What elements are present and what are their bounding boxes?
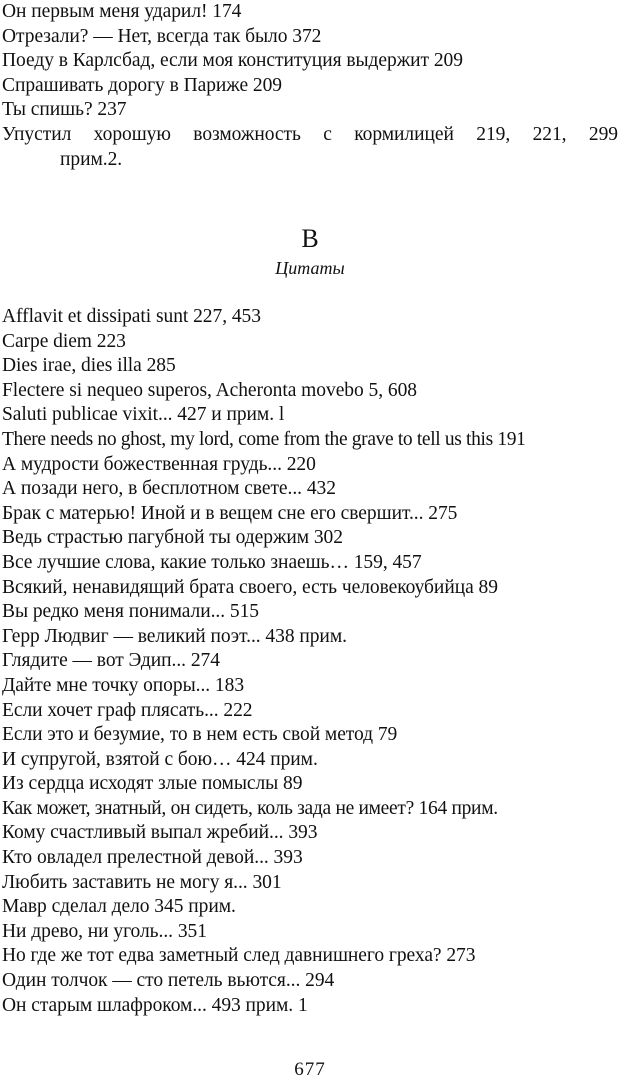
quote-entry: Flectere si nequeo superos, Acheronta movebo 5, 608: [2, 379, 417, 401]
quote-entry: Saluti publicae vixit... 427 и прим. l: [2, 404, 285, 426]
section-heading-letter: B: [301, 224, 319, 253]
quote-entry: Afflavit et dissipati sunt 227, 453: [2, 306, 261, 327]
quote-entry: Как может, знатный, он сидеть, коль зада не имеет? 164 прим.: [2, 797, 498, 819]
quotes-index-block: [2, 305, 618, 1018]
index-entry: Ты спишь? 237: [2, 99, 127, 121]
quote-entry: Все лучшие слова, какие только знаешь… 159, 457: [2, 551, 422, 573]
quote-entry: Ведь страстью пагубной ты одержим 302: [2, 527, 343, 549]
quote-entry: Carpe diem 223: [2, 330, 126, 352]
quote-entry: Мавр сделал дело 345 прим.: [2, 896, 236, 918]
index-entry: Поеду в Карлсбад, если моя конституция выдержит 209: [2, 50, 463, 72]
quote-entry: Если хочет граф плясать... 222: [2, 699, 253, 721]
section-subtitle: Цитаты: [275, 258, 345, 278]
quote-entry: Дайте мне точку опоры... 183: [2, 674, 245, 696]
index-entry: Спрашивать дорогу в Париже 209: [2, 74, 282, 96]
index-top-block: [2, 0, 618, 172]
quote-entry: Но где же тот едва заметный след давнишнего греха? 273: [2, 945, 476, 967]
index-entry-continuation: прим.2.: [60, 148, 123, 170]
index-entry: Упустил хорошую возможность с кормилицей 219, 221, 299: [2, 123, 618, 145]
quote-entry: Если это и безумие, то в нем есть свой метод 79: [2, 724, 398, 746]
quote-entry: Один толчок — сто петель вьются... 294: [2, 970, 335, 992]
quote-entry: Ни древо, ни уголь... 351: [2, 920, 207, 942]
quote-entry: Dies irae, dies illa 285: [2, 355, 176, 377]
quote-entry: Глядите — вот Эдип... 274: [2, 650, 220, 672]
index-entry: Он первым меня ударил! 174: [2, 1, 242, 22]
quote-entry: Он старым шлафроком... 493 прим. 1: [2, 994, 308, 1016]
quote-entry: А мудрости божественная грудь... 220: [2, 453, 316, 475]
quote-entry: Любить заставить не могу я... 301: [2, 871, 282, 893]
quote-entry: Вы редко меня понимали... 515: [2, 601, 259, 623]
quote-entry: Кто овладел прелестной девой... 393: [2, 847, 303, 869]
quote-entry: И супругой, взятой с бою… 424 прим.: [2, 748, 318, 770]
quote-entry: Всякий, ненавидящий брата своего, есть человекоубийца 89: [2, 576, 498, 598]
quote-entry: Кому счастливый выпал жребий... 393: [2, 822, 318, 844]
page-number: 677: [294, 1059, 326, 1080]
quote-entry: Из сердца исходят злые помыслы 89: [2, 773, 303, 795]
quote-entry: Герр Людвиг — великий поэт... 438 прим.: [2, 625, 347, 647]
quote-entry: А позади него, в бесплотном свете... 432: [2, 478, 336, 500]
index-entry: Отрезали? — Нет, всегда так было 372: [2, 25, 322, 47]
quote-entry: There needs no ghost, my lord, come from the grave to tell us this 191: [2, 428, 526, 450]
quote-entry: Брак с матерью! Иной и в вещем сне его свершит... 275: [2, 502, 458, 524]
